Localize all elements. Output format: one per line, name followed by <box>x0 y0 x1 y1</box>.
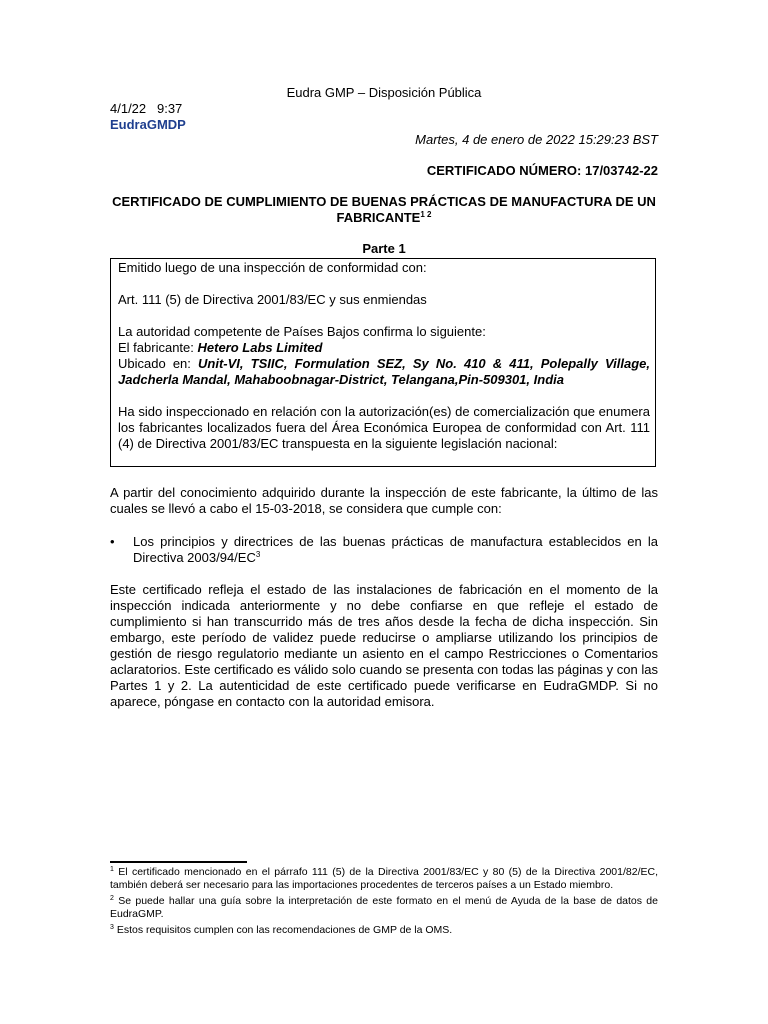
bullet-footnote-ref: 3 <box>255 550 261 559</box>
footnote-2-number: 2 <box>110 895 114 902</box>
part-label: Parte 1 <box>362 241 406 256</box>
footnote-1-text: El certificado mencionado en el párrafo 111 (5) de la Directiva 2001/83/EC y 80 (5) de la Directiva 2001/82/EC, también deberá ser necesario para las importaciones procedentes de terceros países a un Estado miembro. <box>110 866 658 891</box>
location-label: Ubicado en: <box>118 356 199 371</box>
box-line-1: Emitido luego de una inspección de conformidad con: <box>118 260 427 275</box>
heading-line-2-text: FABRICANTE <box>336 210 421 225</box>
paragraph-1: A partir del conocimiento adquirido durante la inspección de este fabricante, la último de las cuales se llevó a cabo el 15-03-2018, se considera que cumple con: <box>110 485 658 516</box>
inspection-box <box>110 258 656 467</box>
paragraph-2: Este certificado refleja el estado de las instalaciones de fabricación en el momento de la inspección indicada anteriormente y no debe confiarse en que refleje el estado de cumplimiento si han transcurrido más de tres años desde la fecha de dicha inspección. Sin embargo, este período de validez puede reducirse o ampliarse utilizando los principios de gestión de riesgo regulatorio mediante un asiento en el campo Restricciones o Comentarios aclaratorios. Este certificado es válido solo cuando se presenta con todas las páginas y con las Partes 1 y 2. La autenticidad de este certificado puede verificarse en EudraGMDP. Si no aparece, póngase en contacto con la autoridad emisora. <box>110 582 658 709</box>
bullet-item <box>133 534 658 566</box>
manufacturer-line <box>118 340 650 356</box>
footnote-2 <box>110 895 658 921</box>
certificate-heading <box>110 194 658 226</box>
date-stamp: Martes, 4 de enero de 2022 15:29:23 BST <box>415 132 658 147</box>
footnote-divider <box>110 861 247 863</box>
inspection-text: Ha sido inspeccionado en relación con la autorización(es) de comercialización que enumera los fabricantes localizados fuera del Área Económica Europea de conformidad con Art. 111 (4) de Directiva 2001/83/EC transpuesta en la siguiente legislación nacional: <box>118 404 650 451</box>
heading-line-1: CERTIFICADO DE CUMPLIMIENTO DE BUENAS PRÁCTICAS DE MANUFACTURA DE UN <box>112 194 656 209</box>
heading-footnote-refs: 1 2 <box>420 210 432 219</box>
box-line-2: Art. 111 (5) de Directiva 2001/83/EC y sus enmiendas <box>118 292 427 307</box>
footnote-3-text: Estos requisitos cumplen con las recomendaciones de GMP de la OMS. <box>116 924 453 936</box>
heading-line-2 <box>110 210 658 226</box>
footnote-3 <box>110 924 658 937</box>
footnote-1-number: 1 <box>110 866 114 873</box>
location-value: Unit-VI, TSIIC, Formulation SEZ, Sy No. 410 & 411, Polepally Village, Jadcherla Mandal, Mahaboobnagar-District, Telangana,Pin-509301, India <box>118 356 650 387</box>
print-date-time: 4/1/22 9:37 <box>110 101 183 116</box>
certificate-number: CERTIFICADO NÚMERO: 17/03742-22 <box>426 163 658 178</box>
bullet-text: Los principios y directrices de las buenas prácticas de manufactura establecidos en la Directiva 2003/94/EC <box>133 534 658 565</box>
location-line <box>118 356 650 388</box>
page-header-title: Eudra GMP – Disposición Pública <box>286 85 482 100</box>
manufacturer-label: El fabricante: <box>118 340 198 355</box>
bullet-icon: • <box>110 534 115 549</box>
manufacturer-name: Hetero Labs Limited <box>197 340 323 355</box>
footnote-2-text: Se puede hallar una guía sobre la interpretación de este formato en el menú de Ayuda de la base de datos de EudraGMP. <box>110 895 658 920</box>
box-line-3: La autoridad competente de Países Bajos confirma lo siguiente: <box>118 324 486 339</box>
footnote-1 <box>110 866 658 892</box>
footnote-3-number: 3 <box>110 924 114 931</box>
brand-name: EudraGMDP <box>110 117 186 132</box>
